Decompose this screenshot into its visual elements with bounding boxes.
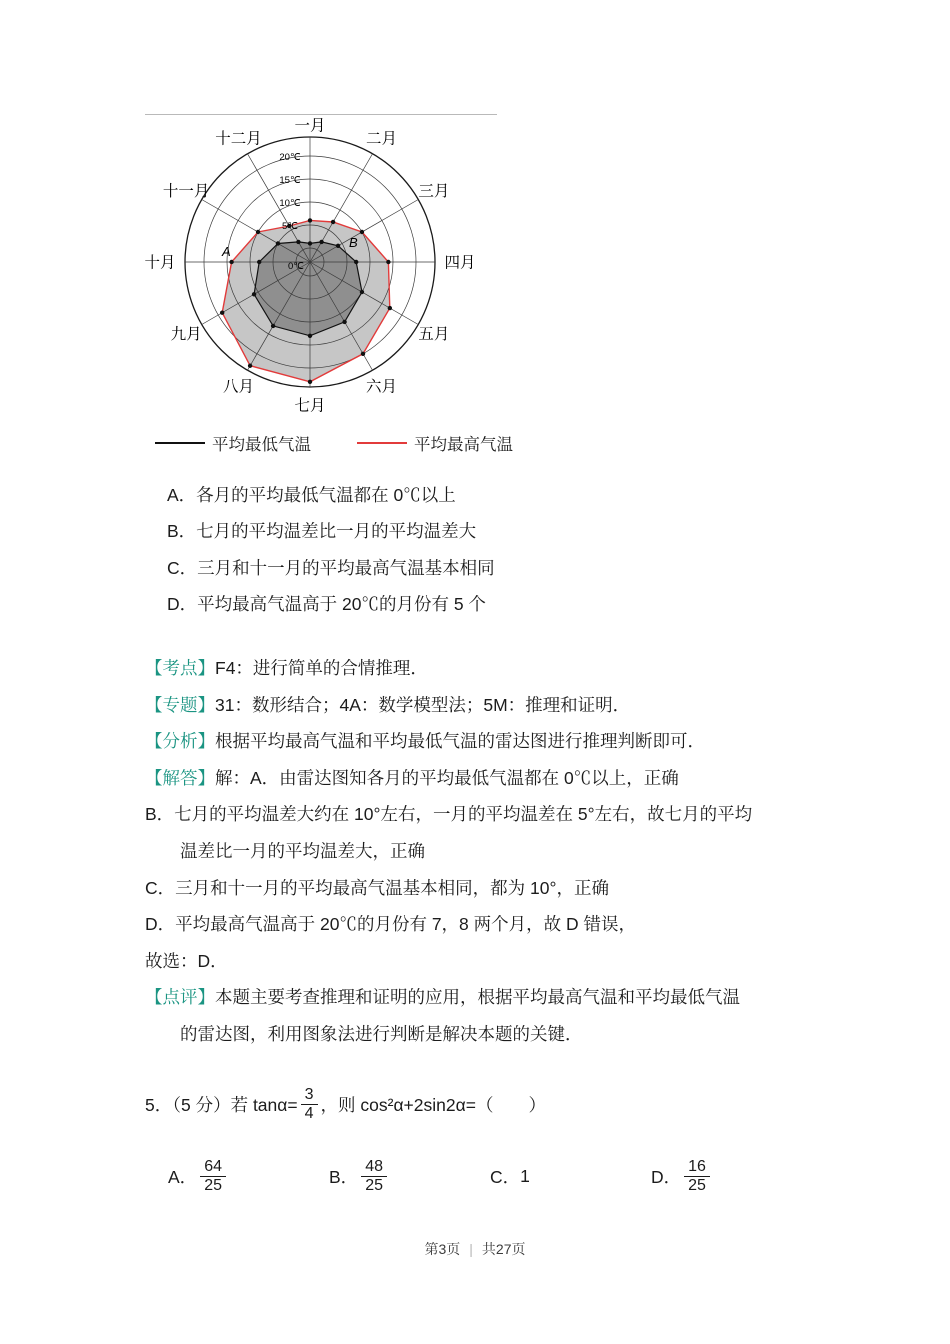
option-value: 1	[520, 1165, 530, 1186]
month-label: 八月	[222, 378, 255, 396]
q5-option-D	[651, 1158, 713, 1195]
curve-annotation-B: B	[349, 235, 358, 250]
legend-item	[155, 431, 311, 455]
data-point	[386, 260, 390, 264]
legend-line-swatch	[155, 442, 205, 444]
fraction	[301, 1086, 318, 1123]
data-point	[360, 230, 364, 234]
data-point	[271, 324, 275, 328]
data-point	[308, 334, 312, 338]
option-letter: B．	[329, 1166, 359, 1187]
q5-option-A	[168, 1158, 329, 1195]
legend-line-swatch	[357, 442, 407, 444]
section-tag: 【考点】	[145, 658, 215, 678]
analysis-line: C．三月和十一月的平均最高气温基本相同，都为 10°，正确	[145, 877, 609, 898]
data-point	[354, 260, 358, 264]
analysis-block	[145, 650, 875, 1053]
analysis-line: D．平均最高气温高于 20℃的月份有 7，8 两个月，故 D 错误，	[145, 914, 637, 935]
ring-label: 0℃	[288, 261, 304, 272]
month-label: 一月	[294, 117, 326, 135]
page-number: 第3页	[424, 1241, 461, 1257]
footer-separator: |	[469, 1241, 473, 1257]
data-point	[229, 260, 233, 264]
curve-annotation-A: A	[222, 244, 231, 259]
data-point	[331, 220, 335, 224]
month-label: 十月	[144, 254, 176, 272]
month-label: 二月	[365, 130, 398, 148]
fraction	[361, 1158, 387, 1195]
fraction-numerator: 16	[688, 1158, 706, 1175]
month-label: 十二月	[215, 130, 262, 148]
data-point	[276, 241, 280, 245]
fraction-numerator: 3	[304, 1086, 314, 1103]
page-footer	[0, 1239, 950, 1259]
data-point	[360, 290, 364, 294]
month-label: 十一月	[162, 183, 210, 200]
option-B: B．七月的平均温差比一月的平均温差大	[167, 521, 477, 542]
month-label: 六月	[365, 378, 398, 396]
fraction-denominator: 25	[361, 1176, 387, 1195]
legend-label: 平均最低气温	[212, 436, 311, 454]
data-point	[252, 292, 256, 296]
option-C: C．三月和十一月的平均最高气温基本相同	[167, 557, 495, 578]
ring-label: 5℃	[282, 221, 298, 232]
analysis-line: 【考点】F4：进行简单的合情推理．	[145, 658, 428, 678]
data-point	[336, 244, 340, 248]
ring-label: 20℃	[279, 152, 301, 163]
month-label: 三月	[418, 183, 450, 200]
option-letter: C．	[490, 1166, 521, 1187]
data-point	[257, 260, 261, 264]
section-tag: 【专题】	[145, 694, 215, 715]
chart-legend	[155, 431, 513, 455]
option-A: A．各月的平均最低气温都在 0℃以上	[167, 485, 456, 505]
section-tag: 【解答】	[145, 767, 215, 788]
q5-option-B	[329, 1158, 490, 1195]
question-5-options	[168, 1158, 713, 1195]
legend-label: 平均最高气温	[414, 436, 513, 454]
analysis-line: 【解答】解：A．由雷达图知各月的平均最低气温都在 0℃以上，正确	[145, 767, 679, 788]
figure-top-border	[145, 114, 497, 115]
fraction-denominator: 4	[301, 1104, 318, 1123]
data-point	[296, 240, 300, 244]
analysis-line: B．七月的平均温差大约在 10°左右，一月的平均温差在 5°左右，故七月的平均	[145, 804, 753, 825]
data-point	[308, 380, 312, 384]
data-point	[248, 364, 252, 368]
data-point	[220, 311, 224, 315]
fraction-denominator: 25	[684, 1176, 710, 1195]
page-total: 共27页	[481, 1241, 526, 1257]
month-label: 四月	[444, 254, 476, 272]
section-tag: 【分析】	[145, 731, 215, 752]
data-point	[342, 320, 346, 324]
analysis-line: 温差比一月的平均温差大，正确	[180, 840, 425, 861]
option-letter: D．	[651, 1166, 682, 1187]
options-list	[167, 477, 807, 623]
analysis-line: 【专题】31：数形结合；4A：数学模型法；5M：推理和证明．	[145, 694, 631, 715]
data-point	[319, 240, 323, 244]
month-label: 五月	[418, 326, 450, 343]
data-point	[308, 241, 312, 245]
section-tag: 【点评】	[145, 987, 215, 1008]
option-letter: A．	[168, 1166, 198, 1187]
data-point	[361, 352, 365, 356]
ring-label: 10℃	[279, 198, 301, 209]
month-label: 七月	[294, 397, 326, 415]
ring-label: 15℃	[279, 175, 301, 186]
month-label: 九月	[170, 326, 202, 343]
data-point	[388, 306, 392, 310]
radar-chart	[128, 116, 496, 424]
fraction-denominator: 25	[200, 1176, 226, 1195]
fraction	[200, 1158, 226, 1195]
option-D: D．平均最高气温高于 20℃的月份有 5 个	[167, 594, 486, 615]
data-point	[256, 230, 260, 234]
legend-item	[357, 431, 513, 455]
question-5-stem	[145, 1086, 546, 1123]
analysis-line: 故选：D．	[145, 950, 228, 971]
analysis-line: 的雷达图，利用图象法进行判断是解决本题的关键．	[180, 1023, 583, 1044]
fraction-numerator: 64	[204, 1158, 222, 1175]
question-text: ，则 cos²α+2sin2α=（ ）	[320, 1094, 546, 1115]
q5-option-C	[490, 1164, 651, 1189]
fraction	[684, 1158, 710, 1195]
question-text: 5．（5 分）若 tanα=	[145, 1094, 298, 1115]
data-point	[308, 218, 312, 222]
fraction-numerator: 48	[365, 1158, 383, 1175]
analysis-line: 【点评】本题主要考查推理和证明的应用，根据平均最高气温和平均最低气温	[145, 987, 740, 1008]
radar-figure	[128, 116, 496, 424]
analysis-line: 【分析】根据平均最高气温和平均最低气温的雷达图进行推理判断即可．	[145, 731, 705, 752]
